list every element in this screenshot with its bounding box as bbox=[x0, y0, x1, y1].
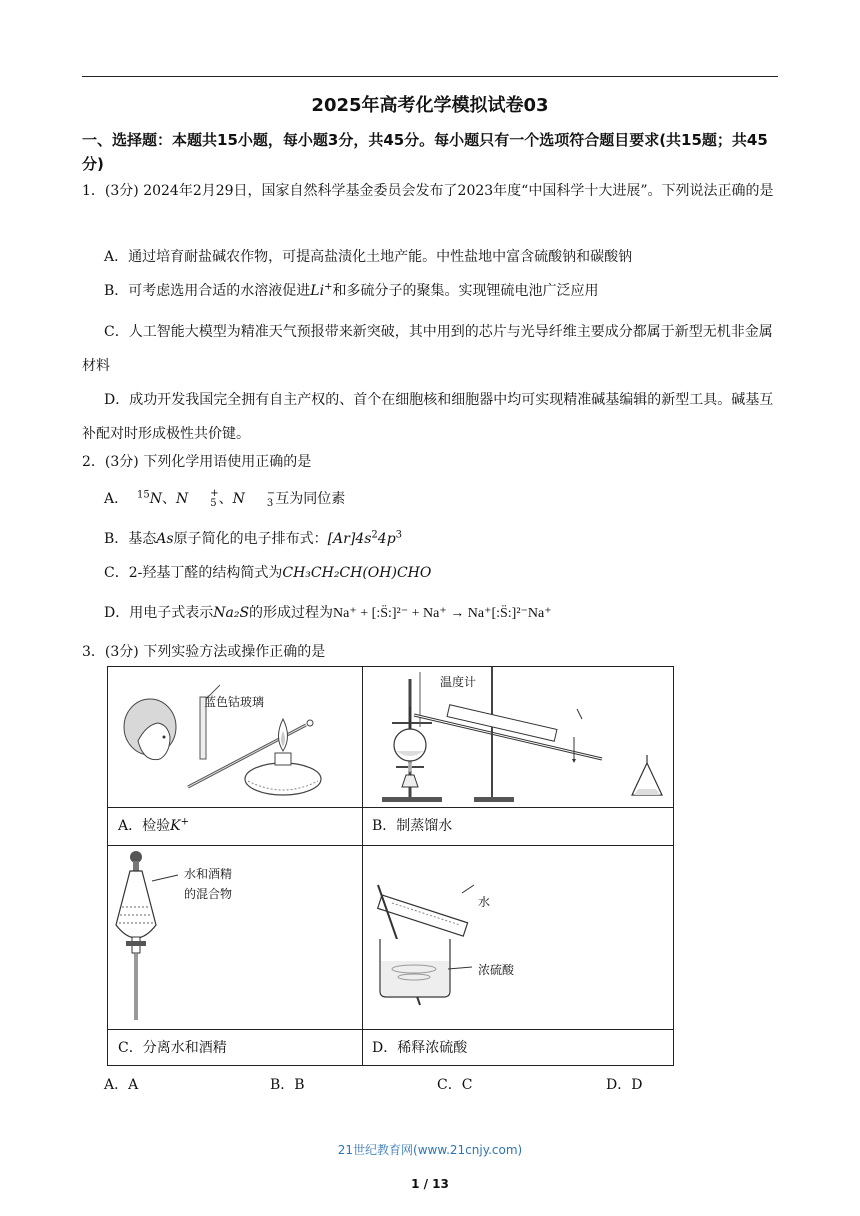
question-3-stem: 3．(3分) 下列实验方法或操作正确的是 bbox=[82, 644, 326, 660]
figure-a-flame-test bbox=[108, 667, 362, 807]
q2-b-mid: 原子简化的电子排布式： bbox=[173, 531, 328, 547]
table-divider-h3 bbox=[108, 1029, 673, 1030]
q2-b-cfg2: 4p bbox=[377, 531, 396, 547]
separatory-funnel-illustration bbox=[108, 845, 362, 1029]
q1-b-ion: Li bbox=[310, 283, 325, 299]
q2-c-pre: C．2-羟基丁醛的结构简式为 bbox=[104, 565, 283, 581]
fig-b-thermometer-label: 温度计 bbox=[440, 675, 477, 689]
question-2-option-a bbox=[82, 489, 782, 509]
question-1-option-c: C．人工智能大模型为精准天气预报带来新突破，其中用到的芯片与光导纤维主要成分都属于新型无机非金属材料 bbox=[82, 324, 773, 374]
fig-d-water-label: 水 bbox=[478, 895, 491, 909]
fig-c-label-line2: 的混合物 bbox=[184, 887, 233, 901]
q2-b-cfg-sup1: 2 bbox=[371, 529, 378, 541]
q2-a-sep2: 、 bbox=[218, 491, 233, 507]
page-number: 1 / 13 bbox=[411, 1177, 449, 1191]
q2-a-sep1: 、 bbox=[162, 491, 177, 507]
q2-a-post: 互为同位素 bbox=[275, 491, 346, 507]
q2-d-mid: 的形成过程为 bbox=[249, 605, 334, 621]
caption-a-text: A．检验 bbox=[118, 818, 171, 834]
fig-a-cobalt-glass-label: 蓝色钴玻璃 bbox=[204, 695, 265, 709]
distillation-illustration bbox=[362, 667, 675, 807]
caption-a-ion-sup: + bbox=[180, 816, 189, 828]
choice-a[interactable]: A．A bbox=[104, 1077, 139, 1093]
footer-link[interactable]: 21世纪教育网(www.21cnjy.com) bbox=[337, 1143, 523, 1157]
fig-c-label-line1: 水和酒精 bbox=[184, 867, 233, 881]
question-2-stem: 2．(3分) 下列化学用语使用正确的是 bbox=[82, 454, 312, 470]
q2-a-n: N bbox=[149, 491, 163, 507]
question-1-stem: 1．(3分) 2024年2月29日，国家自然科学基金委员会发布了2023年度“中国科学十大进展”。下列说法正确的是 bbox=[82, 183, 774, 199]
caption-a bbox=[118, 816, 189, 836]
q1-b-ion-sup: + bbox=[324, 281, 333, 293]
question-2-option-c bbox=[82, 563, 782, 583]
question-2-option-b bbox=[82, 529, 782, 549]
q2-b-cfg-sup2: 3 bbox=[395, 529, 403, 541]
choice-d[interactable]: D．D bbox=[606, 1077, 643, 1093]
q2-a-n15-sup: 15 bbox=[137, 489, 150, 501]
caption-b: B．制蒸馏水 bbox=[372, 818, 453, 834]
q2-a-n3-sub: 3 bbox=[266, 498, 274, 509]
question-3-figure-table bbox=[107, 666, 674, 1066]
table-divider-h1 bbox=[108, 807, 673, 808]
q2-b-as: As bbox=[156, 531, 174, 547]
q2-c-formula: CH₃CH₂CH(OH)CHO bbox=[282, 565, 432, 581]
caption-d: D．稀释浓硫酸 bbox=[372, 1040, 468, 1056]
q2-a-label: A． bbox=[104, 491, 129, 507]
q1-b-pre: B．可考虑选用合适的水溶液促进 bbox=[104, 283, 311, 299]
fig-d-acid-label: 浓硫酸 bbox=[478, 963, 515, 977]
q1-b-post: 和多硫分子的聚集。实现锂硫电池广泛应用 bbox=[332, 283, 599, 299]
q2-a-n3: N bbox=[232, 491, 245, 507]
caption-a-ion: K bbox=[170, 818, 181, 834]
choice-b[interactable]: B．B bbox=[270, 1077, 305, 1093]
q2-b-pre: B．基态 bbox=[104, 531, 157, 547]
q2-a-n5: N bbox=[176, 491, 189, 507]
question-1-option-a: A．通过培育耐盐碱农作物，可提高盐渍化土地产能。中性盐地中富含硫酸钠和碳酸钠 bbox=[104, 249, 633, 265]
flame-test-illustration bbox=[108, 667, 362, 807]
q2-a-n3-sup: − bbox=[266, 488, 276, 499]
section-heading: 一、选择题：本题共15小题，每小题3分，共45分。每小题只有一个选项符合题目要求(共15题；共45分) bbox=[82, 131, 768, 173]
figure-c-separatory-funnel bbox=[108, 845, 362, 1029]
question-2-option-d bbox=[82, 603, 782, 624]
figure-b-distillation bbox=[362, 667, 675, 807]
q2-d-equation: Na⁺ + [:S̈:]²⁻ + Na⁺ → Na⁺[:S̈:]²⁻Na⁺ bbox=[333, 606, 552, 621]
figure-d-dilution bbox=[362, 845, 675, 1029]
top-rule bbox=[82, 76, 778, 77]
q2-a-n5-sub: 5 bbox=[210, 498, 217, 509]
q2-d-na2s: Na₂S bbox=[213, 605, 250, 621]
page-title: 2025年高考化学模拟试卷03 bbox=[311, 95, 549, 116]
q2-d-pre: D．用电子式表示 bbox=[104, 605, 214, 621]
q2-b-cfg: [Ar]4s bbox=[327, 531, 372, 547]
choice-c[interactable]: C．C bbox=[437, 1077, 473, 1093]
q2-a-n5-sup: + bbox=[210, 488, 219, 499]
question-1-option-d: D．成功开发我国完全拥有自主产权的、首个在细胞核和细胞器中均可实现精准碱基编辑的新型工具。碱基互补配对时形成极性共价键。 bbox=[82, 392, 774, 442]
caption-c: C．分离水和酒精 bbox=[118, 1040, 227, 1056]
dilution-illustration bbox=[362, 845, 675, 1029]
question-1-option-b bbox=[82, 281, 782, 301]
